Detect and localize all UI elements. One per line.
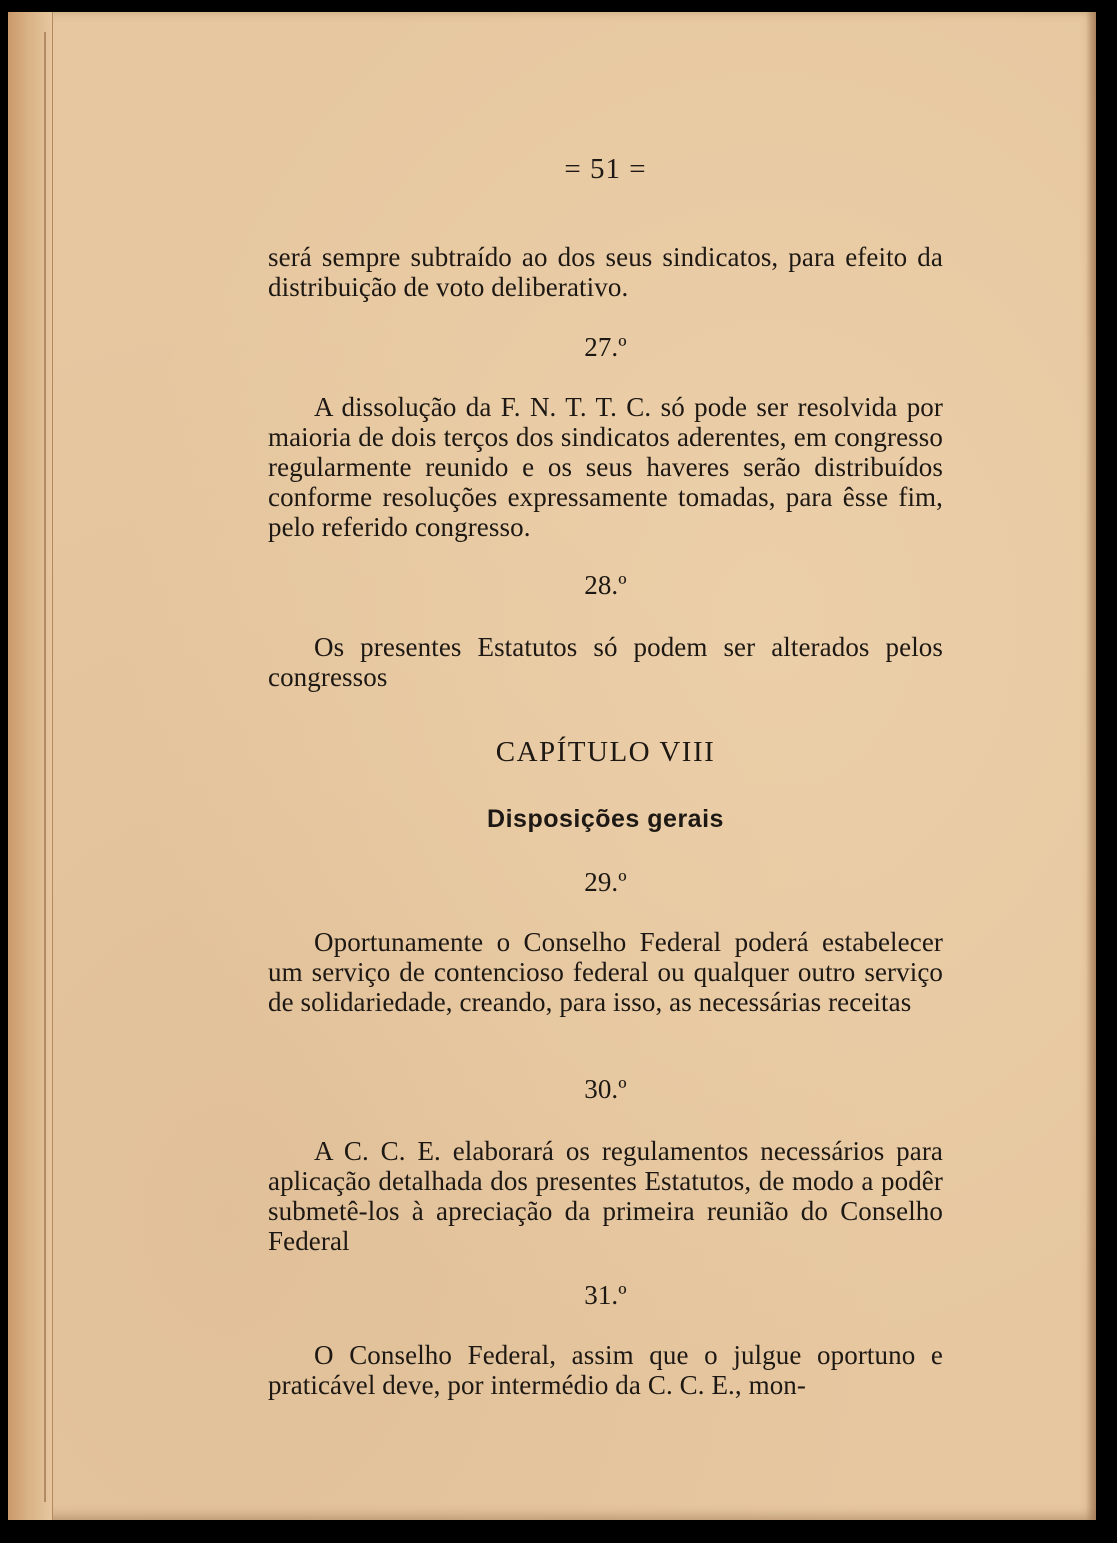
chapter-subtitle: Disposições gerais bbox=[487, 805, 724, 833]
article-28-heading: 28.º bbox=[584, 570, 627, 600]
article-29-text: Oportunamente o Conselho Federal poderá estabelecer um serviço de contencioso federal ou qualquer outro serviço de solidariedade, creando, para isso, as necessárias receitas bbox=[268, 927, 943, 1017]
article-31-text: O Conselho Federal, assim que o julgue oportuno e praticável deve, por intermédio da C. C. E., mon- bbox=[268, 1340, 943, 1400]
continuation-paragraph: será sempre subtraído ao dos seus sindicatos, para efeito da distribuição de voto deliberativo. bbox=[268, 242, 943, 302]
chapter-title: CAPÍTULO VIII bbox=[495, 736, 716, 768]
article-27-text: A dissolução da F. N. T. T. C. só pode ser resolvida por maioria de dois terços dos sindicatos aderentes, em congresso regularmente reunido e os seus haveres serão distribuídos conforme resoluções expressamente tomadas, para êsse fim, pelo referido congresso. bbox=[268, 392, 943, 542]
binding-fold-line bbox=[44, 32, 46, 1502]
article-30-heading: 30.º bbox=[584, 1074, 627, 1104]
article-31-heading: 31.º bbox=[584, 1280, 627, 1310]
article-27-heading: 27.º bbox=[584, 332, 627, 362]
article-28-text: Os presentes Estatutos só podem ser alterados pelos congressos bbox=[268, 632, 943, 692]
page-edge-shadow bbox=[1086, 12, 1096, 1520]
binding-edge bbox=[8, 12, 53, 1520]
article-30-text: A C. C. E. elaborará os regulamentos necessários para aplicação detalhada dos presentes Estatutos, de modo a podêr submetê-los à apreciação da primeira reunião do Conselho Federal bbox=[268, 1136, 943, 1256]
article-29-heading: 29.º bbox=[584, 867, 627, 897]
paper-sheet bbox=[8, 12, 1096, 1520]
page-number: = 51 = bbox=[564, 153, 647, 185]
